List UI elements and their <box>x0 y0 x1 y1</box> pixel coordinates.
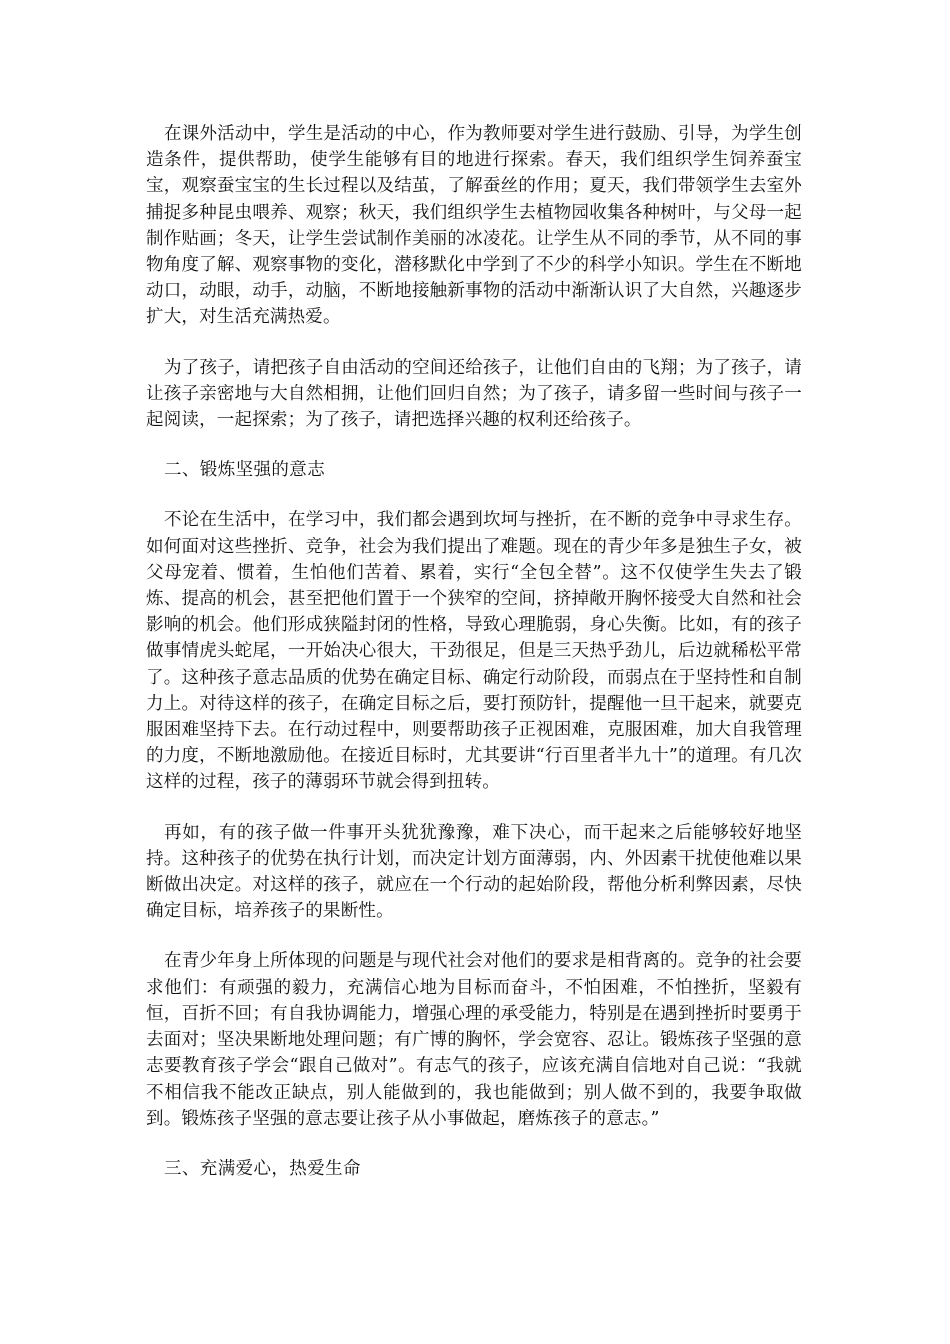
paragraph-for-children: 为了孩子，请把孩子自由活动的空间还给孩子，让他们自由的飞翔；为了孩子，请让孩子亲密地与大自然相拥，让他们回归自然；为了孩子，请多留一些时间与孩子一起阅读，一起探索；为了孩子，请把选择兴趣的权利还给孩子。 <box>146 357 802 431</box>
paragraph-hesitation: 再如，有的孩子做一件事开头犹犹豫豫，难下决心，而干起来之后能够较好地坚持。这种孩子的优势在执行计划，而决定计划方面薄弱，内、外因素干扰使他难以果断做出决定。对这样的孩子，就应在一个行动的起始阶段，帮他分析利弊因素，尽快确定目标，培养孩子的果断性。 <box>146 822 802 922</box>
document-page <box>146 121 802 1206</box>
paragraph-society-demands: 在青少年身上所体现的问题是与现代社会对他们的要求是相背离的。竞争的社会要求他们：有顽强的毅力，充满信心地为目标而奋斗，不怕困难，不怕挫折，坚毅有恒，百折不回；有自我协调能力，增强心理的承受能力，特别是在遇到挫折时要勇于去面对；坚决果断地处理问题；有广博的胸怀，学会宽容、忍让。锻炼孩子坚强的意志要教育孩子学会“跟自己做对”。有志气的孩子，应该充满自信地对自己说：“我就不相信我不能改正缺点，别人能做到的，我也能做到；别人做不到的，我要争取做到。锻炼孩子坚强的意志要让孩子从小事做起，磨炼孩子的意志。” <box>146 951 802 1129</box>
section-heading-love-life: 三、充满爱心，热爱生命 <box>164 1158 361 1179</box>
paragraph-setbacks: 不论在生活中，在学习中，我们都会遇到坎坷与挫折，在不断的竞争中寻求生存。如何面对这些挫折、竞争，社会为我们提出了难题。现在的青少年多是独生子女，被父母宠着、惯着，生怕他们苦着、累着，实行“全包全替”。这不仅使学生失去了锻炼、提高的机会，甚至把他们置于一个狭窄的空间，挤掉敞开胸怀接受大自然和社会影响的机会。他们形成狭隘封闭的性格，导致心理脆弱，身心失衡。比如，有的孩子做事情虎头蛇尾，一开始决心很大，干劲很足，但是三天热乎劲儿，后边就稀松平常了。这种孩子意志品质的优势在确定目标、确定行动阶段，而弱点在于坚持性和自制力上。对待这样的孩子，在确定目标之后，要打预防针，提醒他一旦干起来，就要克服困难坚持下去。在行动过程中，则要帮助孩子正视困难，克服困难，加大自我管理的力度，不断地激励他。在接近目标时，尤其要讲“行百里者半九十”的道理。有几次这样的过程，孩子的薄弱环节就会得到扭转。 <box>146 510 802 793</box>
paragraph-extracurricular: 在课外活动中，学生是活动的中心，作为教师要对学生进行鼓励、引导，为学生创造条件，提供帮助，使学生能够有目的地进行探索。春天，我们组织学生饲养蚕宝宝，观察蚕宝宝的生长过程以及结茧，了解蚕丝的作用；夏天，我们带领学生去室外捕捉多种昆虫喂养、观察；秋天，我们组织学生去植物园收集各种树叶，与父母一起制作贴画；冬天，让学生尝试制作美丽的冰凌花。让学生从不同的季节，从不同的事物角度了解、观察事物的变化，潜移默化中学到了不少的科学小知识。学生在不断地动口，动眼，动手，动脑，不断地接触新事物的活动中渐渐认识了大自然，兴趣逐步扩大，对生活充满热爱。 <box>146 124 802 328</box>
section-heading-willpower: 二、锻炼坚强的意志 <box>164 460 326 481</box>
